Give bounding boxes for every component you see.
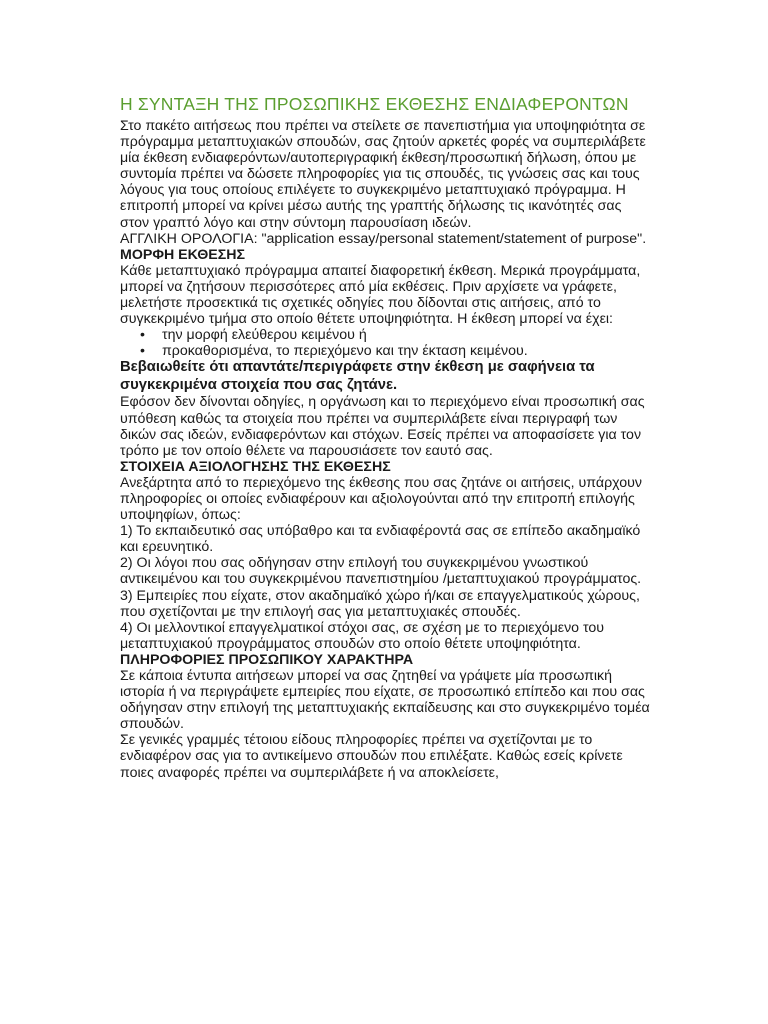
list-item bbox=[140, 343, 650, 360]
intro-paragraph: Στο πακέτο αιτήσεως που πρέπει να στείλετε σε πανεπιστήμια για υποψηφιότητα σε πρόγραμμα μεταπτυχιακών σπουδών, σας ζητούν αρκετές φορές να συμπεριλάβετε μία έκθεση ενδιαφερόντων/αυτοπεριγραφική έκθεση/προσωπική δήλωση, όπου με συντομία πρέπει να δώσετε πληροφορίες για τις σπουδές, τις γνώσεις σας και τους λόγους για τους οποίους επιλέγετε το συγκεκριμένο μεταπτυχιακό πρόγραμμα. Η επιτροπή μπορεί να κρίνει μέσω αυτής της γραπτής δήλωσης τις ικανότητές σας στον γραπτό λόγο και στην σύντομη παρουσίαση ιδεών. bbox=[120, 118, 646, 231]
bullet-icon: • bbox=[140, 343, 145, 360]
character-paragraph-2: Σε γενικές γραμμές τέτοιου είδους πληροφορίες πρέπει να σχετίζονται με το ενδιαφέρον σας για το αντικείμενο σπουδών που επιλέξατε. Καθώς εσείς κρίνετε ποιες αναφορές πρέπει να συμπεριλάβετε ή να αποκλείσετε, bbox=[120, 732, 623, 781]
form-followup-paragraph: Εφόσον δεν δίνονται οδηγίες, η οργάνωση και το περιεχόμενο είναι προσωπική σας υπόθεση καθώς τα στοιχεία που πρέπει να συμπεριλάβετε είναι περιγραφή των δικών σας ιδεών, ενδιαφερόντων και στόχων. Εσείς πρέπει να αποφασίσετε για τον τρόπο με τον οποίο θέλετε να παρουσιάσετε τον εαυτό σας. bbox=[120, 394, 645, 459]
list-item-text: την μορφή ελεύθερου κειμένου ή bbox=[162, 327, 367, 344]
list-item bbox=[140, 327, 650, 344]
english-terminology-paragraph: ΑΓΓΛΙΚΗ ΟΡΟΛΟΓΙΑ: "application essay/personal statement/statement of purpose". bbox=[120, 230, 647, 247]
evaluation-item-1: 1) Το εκπαιδευτικό σας υπόβαθρο και τα ενδιαφέροντά σας σε επίπεδο ακαδημαϊκό και ερευνητικό. bbox=[120, 523, 641, 556]
evaluation-item-2: 2) Οι λόγοι που σας οδήγησαν στην επιλογή του συγκεκριμένου γνωστικού αντικειμένου και του συγκεκριμένου πανεπιστημίου /μεταπτυχιακού προγράμματος. bbox=[120, 555, 642, 588]
evaluation-item-4: 4) Οι μελλοντικοί επαγγελματικοί στόχοι σας, σε σχέση με το περιεχόμενο του μεταπτυχιακού προγράμματος σπουδών στο οποίο θέτετε υποψηφιότητα. bbox=[120, 619, 605, 652]
evaluation-heading: ΣΤΟΙΧΕΙΑ ΑΞΙΟΛΟΓΗΣΗΣ ΤΗΣ ΕΚΘΕΣΗΣ bbox=[120, 458, 391, 475]
bullet-icon: • bbox=[140, 327, 145, 344]
evaluation-item-3: 3) Εμπειρίες που είχατε, στον ακαδημαϊκό χώρο ή/και σε επαγγελματικούς χώρους, που σχετίζονται με την επιλογή σας για μεταπτυχιακές σπουδές. bbox=[120, 587, 640, 620]
document-title: Η ΣΥΝΤΑΞΗ ΤΗΣ ΠΡΟΣΩΠΙΚΗΣ ΕΚΘΕΣΗΣ ΕΝΔΙΑΦΕΡΟΝΤΩΝ bbox=[120, 94, 629, 114]
evaluation-paragraph: Ανεξάρτητα από το περιεχόμενο της έκθεσης που σας ζητάνε οι αιτήσεις, υπάρχουν πληροφορίες οι οποίες ενδιαφέρουν και αξιολογούνται από την επιτροπή επιλογής υποψηφίων, όπως: bbox=[120, 474, 642, 524]
form-paragraph: Κάθε μεταπτυχιακό πρόγραμμα απαιτεί διαφορετική έκθεση. Μερικά προγράμματα, μπορεί να ζητήσουν περισσότερες από μία εκθέσεις. Πριν αρχίσετε να γράφετε, μελετήστε προσεκτικά τις σχετικές οδηγίες που δίδονται στις αιτήσεις, από το συγκεκριμένο τμήμα στο οποίο θέτετε υποψηφιότητα. Η έκθεση μπορεί να έχει: bbox=[120, 262, 641, 328]
character-heading: ΠΛΗΡΟΦΟΡΙΕΣ ΠΡΟΣΩΠΙΚΟΥ ΧΑΡΑΚΤΗΡΑ bbox=[120, 651, 414, 668]
character-paragraph-1: Σε κάποια έντυπα αιτήσεων μπορεί να σας ζητηθεί να γράψετε μία προσωπική ιστορία ή να περιγράψετε εμπειρίες που είχατε, σε προσωπικό επίπεδο και που σας οδήγησαν στην επιλογή της μεταπτυχιακής εκπαίδευσης και στο συγκεκριμένο τομέα σπουδών. bbox=[120, 668, 650, 733]
list-item-text: προκαθορισμένα, το περιεχόμενο και την έκταση κειμένου. bbox=[162, 343, 528, 360]
form-emphasis-paragraph: Βεβαιωθείτε ότι απαντάτε/περιγράφετε στην έκθεση με σαφήνεια τα συγκεκριμένα στοιχεία που σας ζητάνε. bbox=[120, 359, 595, 393]
document-page bbox=[120, 94, 650, 781]
form-bullet-list bbox=[120, 327, 650, 359]
form-heading: ΜΟΡΦΗ ΕΚΘΕΣΗΣ bbox=[120, 246, 245, 263]
